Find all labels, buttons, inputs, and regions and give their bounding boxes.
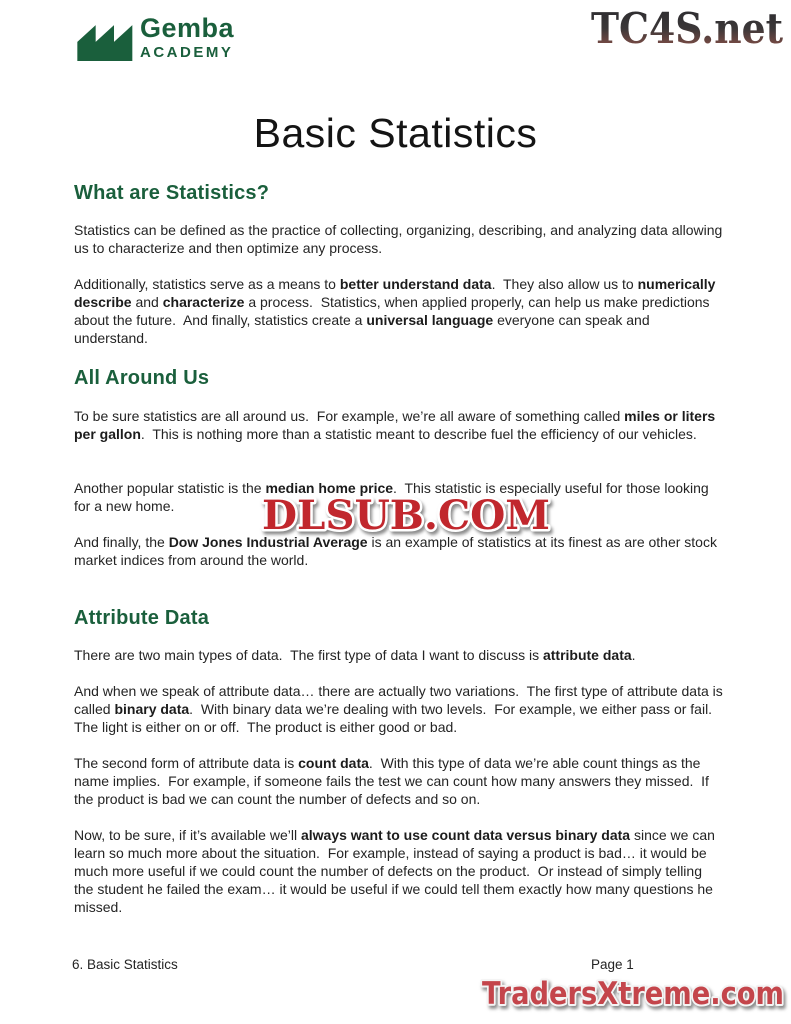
logo-text	[140, 15, 234, 60]
page-title: Basic Statistics	[253, 110, 538, 156]
logo-name: Gemba	[140, 13, 235, 43]
watermark-tradersxtreme-text: TradersXtreme.com	[482, 976, 784, 1012]
paragraph: Additionally, statistics serve as a means to better understand data. They also allow us to numerically describe and characterize a process. Statistics, when applied properly, can help us make predictions about the future. And finally, statistics create a universal language everyone can speak and understand.	[74, 276, 720, 346]
footer-page-number: Page 1	[591, 957, 634, 972]
section-heading-all-around-us: All Around Us	[74, 367, 210, 389]
section-heading-attribute-data: Attribute Data	[74, 607, 210, 629]
paragraph: There are two main types of data. The first type of data I want to discuss is attribute data.	[74, 647, 636, 663]
factory-icon	[74, 15, 134, 67]
section-heading-what-are-statistics: What are Statistics?	[74, 182, 270, 204]
watermark-tradersxtreme	[475, 972, 791, 1019]
watermark-tc4s-text: TC4S.net	[591, 4, 784, 53]
paragraph: Another popular statistic is the median home price. This statistic is especially useful for those looking for a new home.	[74, 480, 713, 514]
paragraph: And when we speak of attribute data… there are actually two variations. The first type of attribute data is called binary data. With binary data we’re dealing with two levels. For example, we either pass or fail. The light is either on or off. The product is either good or bad.	[74, 683, 727, 735]
gemba-academy-logo	[74, 15, 234, 67]
paragraph: To be sure statistics are all around us. For example, we’re all aware of something called miles or liters per gallon. This is nothing more than a statistic meant to describe fuel the efficiency of our vehicles.	[74, 408, 720, 442]
logo-subtitle: ACADEMY	[140, 44, 234, 61]
paragraph: And finally, the Dow Jones Industrial Average is an example of statistics at its finest as are other stock market indices from around the world.	[74, 534, 721, 568]
watermark-tc4s	[586, 0, 788, 63]
paragraph: Now, to be sure, if it’s available we’ll always want to use count data versus binary data since we can learn so much more about the situation. For example, instead of saying a product is bad… it would be much more useful if we could count the number of defects on the product. Or instead of simply telling the student he failed the exam… it would be useful if we could tell them exactly how many questions he missed.	[74, 827, 719, 915]
paragraph: Statistics can be defined as the practice of collecting, organizing, describing, and analyzing data allowing us to characterize and then optimize any process.	[74, 222, 727, 256]
paragraph: The second form of attribute data is count data. With this type of data we’re able count things as the name implies. For example, if someone fails the test we can count how many answers they missed. If the product is bad we can count the number of defects and so on.	[74, 755, 713, 807]
watermark-dlsub-text: DLSUB.COM	[262, 492, 550, 539]
footer-doc-label: 6. Basic Statistics	[72, 957, 178, 972]
